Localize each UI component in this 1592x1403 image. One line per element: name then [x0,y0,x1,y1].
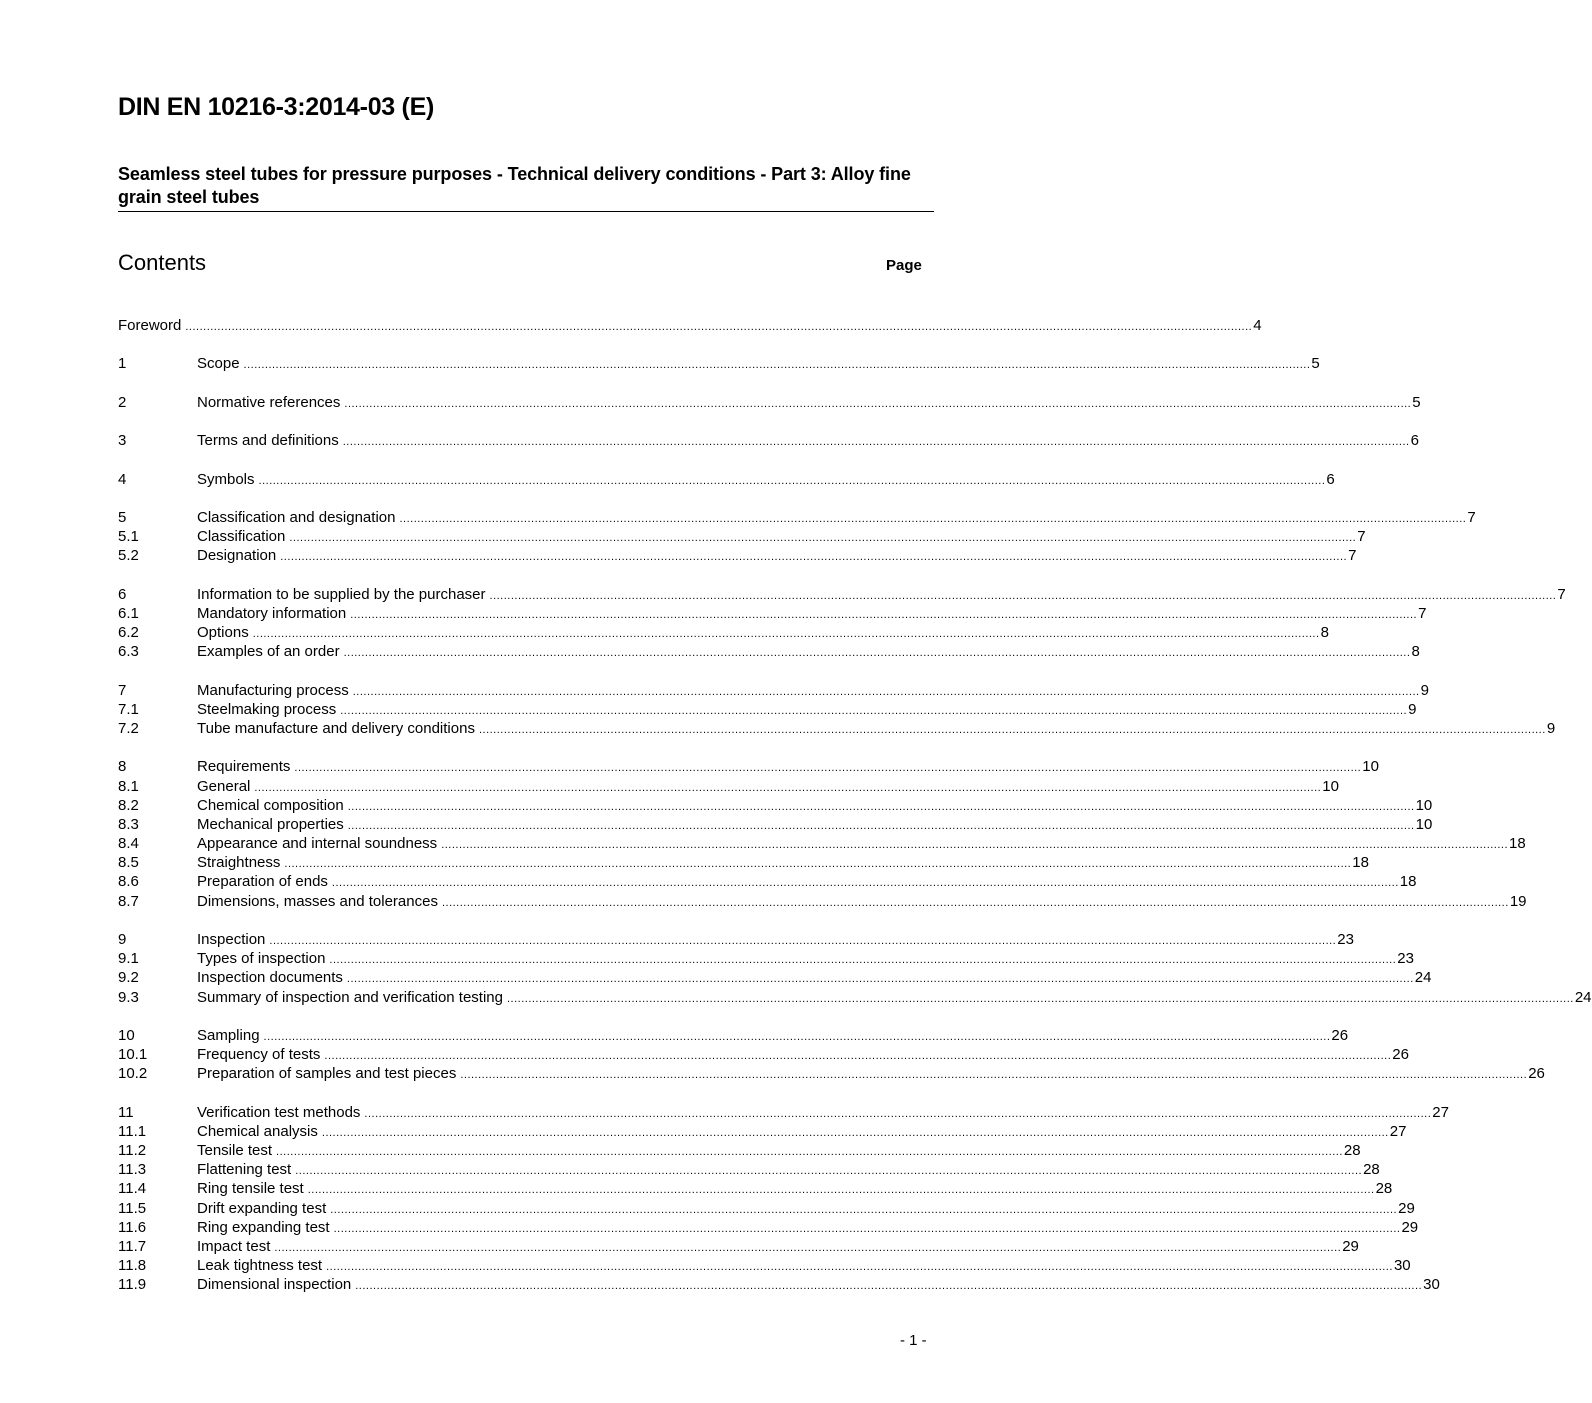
toc-entry-number: 5.2 [118,547,139,565]
toc-entry-page: 8 [1411,643,1420,661]
toc-entry-number: 9.3 [118,988,139,1006]
toc-entry-number: 11.9 [118,1276,147,1294]
toc-entry[interactable] [118,508,1476,527]
toc-entry-page: 9 [1420,681,1429,699]
toc-dot-leader: ............................................................................................................................................................................................................................................................................................................ [321,1126,1389,1139]
toc-entry-title: Tube manufacture and delivery conditions [197,719,475,737]
toc-entry-number: 11.3 [118,1161,147,1179]
toc-entry-title: Impact test [197,1238,271,1255]
toc-entry[interactable] [118,1160,1380,1179]
toc-entry-title: Inspection documents [197,969,343,987]
toc-entry[interactable] [118,834,1526,853]
toc-dot-leader: ............................................................................................................................................................................................................................................................................................................ [331,877,1399,890]
toc-dot-leader: ............................................................................................................................................................................................................................................................................................................ [252,628,1320,640]
toc-entry-number: 7.2 [118,719,139,737]
toc-entry-number: 11.8 [118,1257,147,1275]
toc-entry-title: Steelmaking process [197,700,337,718]
toc-dot-leader: ............................................................................................................................................................................................................................................................................................................ [342,436,1410,449]
document-id: DIN EN 10216-3:2014-03 (E) [118,93,434,121]
toc-entry-page: 24 [1414,969,1432,987]
footer-page-number: - 1 - [900,1332,927,1349]
toc-entry-page: 29 [1401,1218,1419,1236]
toc-dot-leader: ............................................................................................................................................................................................................................................................................................................ [280,551,1348,564]
toc-entry-title: Dimensions, masses and tolerances [197,892,438,910]
toc-entry-number: 2 [118,393,127,411]
toc-dot-leader: ............................................................................................................................................................................................................................................................................................................ [185,321,1253,333]
toc-entry-page: 10 [1415,815,1433,833]
toc-entry[interactable] [118,853,1369,872]
toc-entry-number: 8 [118,758,127,776]
toc-entry-number: 11 [118,1103,134,1121]
toc-entry[interactable] [118,757,1379,776]
toc-dot-leader: ............................................................................................................................................................................................................................................................................................................ [333,1222,1401,1235]
toc-entry[interactable] [118,1103,1449,1122]
toc-entry-title: Mechanical properties [197,815,344,833]
toc-entry-page: 27 [1389,1122,1407,1140]
toc-entry[interactable] [118,604,1427,623]
toc-entry-number: 11.6 [118,1218,147,1236]
toc-dot-leader: ............................................................................................................................................................................................................................................................................................................ [243,359,1311,372]
toc-entry-title: Options [197,624,249,641]
toc-entry-title: Verification test methods [197,1103,361,1121]
toc-entry[interactable] [118,527,1366,546]
toc-dot-leader: ............................................................................................................................................................................................................................................................................................................ [258,474,1326,487]
toc-entry-title: Flattening test [197,1161,292,1179]
toc-entry-title: Preparation of samples and test pieces [197,1065,457,1083]
toc-entry-title: Straightness [197,854,281,872]
toc-entry-page: 30 [1423,1276,1440,1294]
toc-entry-number: 6 [118,585,127,603]
toc-entry-title: Appearance and internal soundness [197,835,438,853]
toc-entry-page: 27 [1432,1103,1449,1121]
toc-entry-page: 7 [1348,547,1357,565]
toc-dot-leader: ............................................................................................................................................................................................................................................................................................................ [355,1280,1423,1293]
toc-entry-title: Examples of an order [197,643,340,661]
toc-entry[interactable] [118,1199,1415,1218]
toc-entry-title: Requirements [197,758,291,776]
toc-entry-page: 18 [1509,835,1526,853]
toc-entry[interactable] [118,1275,1440,1294]
toc-group [118,431,1419,450]
toc-entry-page: 30 [1393,1257,1411,1275]
toc-entry-page: 23 [1397,950,1414,968]
toc-entry-title: Designation [197,547,277,565]
toc-entry-title: Inspection [197,931,266,948]
toc-entry[interactable] [118,470,1335,489]
toc-entry-title: Terms and definitions [197,432,339,450]
toc-entry-number: 8.4 [118,835,139,853]
toc-dot-leader: ............................................................................................................................................................................................................................................................................................................ [330,1203,1398,1216]
toc-entry[interactable] [118,681,1429,700]
toc-entry[interactable] [118,642,1420,661]
toc-entry-title: Normative references [197,393,341,411]
toc-entry-title: Classification [197,528,286,546]
toc-entry-number: 11.2 [118,1142,147,1160]
toc-entry-title: Summary of inspection and verification testing [197,988,503,1006]
toc-group [118,1026,1545,1084]
toc-entry[interactable] [118,719,1556,738]
toc-entry[interactable] [118,815,1433,834]
toc-entry-number: 9.2 [118,969,139,987]
toc-dot-leader: ............................................................................................................................................................................................................................................................................................................ [399,512,1467,525]
toc-entry-page: 26 [1528,1065,1545,1083]
toc-entry[interactable] [118,623,1329,642]
toc-entry-page: 28 [1363,1161,1380,1179]
toc-entry[interactable] [118,988,1592,1007]
table-of-contents [118,316,1592,1314]
toc-entry-page: 26 [1331,1026,1349,1044]
toc-entry-title: Ring tensile test [197,1180,304,1198]
toc-entry-page: 7 [1557,585,1566,603]
toc-entry-number: 10.2 [118,1065,148,1083]
toc-dot-leader: ............................................................................................................................................................................................................................................................................................................ [307,1184,1375,1197]
toc-entry[interactable] [118,546,1357,565]
toc-entry-title: Leak tightness test [197,1257,323,1275]
toc-entry[interactable] [118,892,1527,911]
toc-group [118,681,1556,739]
toc-entry-number: 11.5 [118,1199,147,1217]
toc-entry[interactable] [118,872,1417,891]
toc-entry[interactable] [118,968,1432,987]
toc-entry-number: 5.1 [118,528,139,546]
toc-entry-number: 6.3 [118,643,139,661]
toc-entry-page: 7 [1467,508,1476,526]
toc-entry-page: 23 [1337,931,1354,948]
toc-group [118,757,1527,911]
toc-entry-page: 8 [1320,624,1329,641]
toc-entry[interactable] [118,1237,1359,1256]
toc-dot-leader: ............................................................................................................................................................................................................................................................................................................ [343,647,1411,660]
toc-entry[interactable] [118,1218,1419,1237]
toc-entry[interactable] [118,431,1419,450]
toc-entry[interactable] [118,930,1354,949]
toc-entry-number: 7.1 [118,700,139,718]
page-column-label: Page [886,257,922,274]
toc-entry-page: 5 [1311,355,1320,373]
toc-entry-title: Mandatory information [197,604,347,622]
toc-dot-leader: ............................................................................................................................................................................................................................................................................................................ [274,1242,1342,1254]
toc-dot-leader: ............................................................................................................................................................................................................................................................................................................ [329,954,1397,967]
toc-entry-number: 4 [118,470,127,488]
toc-dot-leader: ............................................................................................................................................................................................................................................................................................................ [489,589,1557,602]
toc-entry-title: Classification and designation [197,508,396,526]
toc-entry-page: 29 [1398,1199,1415,1217]
toc-entry-number: 6.1 [118,604,139,622]
toc-entry-title: Frequency of tests [197,1046,321,1064]
toc-entry-page: 24 [1574,988,1592,1006]
toc-entry-title: Dimensional inspection [197,1276,352,1294]
contents-heading: Contents [118,250,207,275]
toc-entry-page: 10 [1322,777,1339,795]
toc-entry-page: 4 [1253,317,1262,334]
toc-dot-leader: ............................................................................................................................................................................................................................................................................................................ [263,1030,1331,1043]
toc-entry-page: 10 [1362,758,1379,776]
toc-entry-title: Preparation of ends [197,873,328,891]
toc-group [118,508,1476,566]
toc-entry-number: 8.7 [118,892,139,910]
toc-entry-number: 9 [118,931,127,948]
toc-entry-page: 7 [1418,604,1427,622]
toc-entry-page: 26 [1392,1046,1409,1064]
toc-group [118,354,1320,373]
toc-dot-leader: ............................................................................................................................................................................................................................................................................................................ [350,608,1418,621]
toc-entry-title: Chemical analysis [197,1122,318,1140]
toc-entry-title: General [197,777,251,795]
toc-entry-title: Scope [197,355,240,373]
toc-entry-number: 8.3 [118,815,139,833]
toc-entry-number: 10 [118,1026,135,1044]
toc-dot-leader: ............................................................................................................................................................................................................................................................................................................ [352,685,1420,698]
toc-group [118,585,1566,662]
toc-entry[interactable] [118,1064,1545,1083]
toc-dot-leader: ............................................................................................................................................................................................................................................................................................................ [294,762,1362,775]
toc-entry-title: Ring expanding test [197,1218,330,1236]
toc-entry-number: 5 [118,508,127,526]
toc-entry-page: 10 [1415,796,1433,814]
toc-dot-leader: ............................................................................................................................................................................................................................................................................................................ [276,1146,1343,1159]
toc-dot-leader: ............................................................................................................................................................................................................................................................................................................ [460,1069,1528,1082]
toc-entry-title: Tensile test [197,1142,273,1160]
toc-dot-leader: ............................................................................................................................................................................................................................................................................................................ [441,839,1509,852]
toc-dot-leader: ............................................................................................................................................................................................................................................................................................................ [340,704,1408,717]
toc-entry-page: 9 [1546,719,1556,737]
toc-entry-number: 1 [118,355,127,373]
toc-entry[interactable] [118,1179,1393,1198]
toc-entry-title: Types of inspection [197,950,326,968]
toc-entry[interactable] [118,585,1566,604]
toc-entry-page: 5 [1412,393,1421,411]
toc-entry-page: 19 [1509,892,1527,910]
toc-dot-leader: ............................................................................................................................................................................................................................................................................................................ [324,1050,1392,1063]
toc-dot-leader: ............................................................................................................................................................................................................................................................................................................ [364,1107,1432,1120]
toc-entry[interactable] [118,1045,1409,1064]
toc-entry-title: Symbols [197,470,255,488]
toc-entry[interactable] [118,777,1339,796]
toc-entry-title: Information to be supplied by the purchaser [197,585,486,603]
toc-entry-number: 11.1 [118,1122,147,1140]
toc-entry-number: 9.1 [118,950,139,968]
toc-entry-title: Foreword [118,317,182,334]
toc-entry-title: Manufacturing process [197,681,349,699]
toc-entry-number: 8.1 [118,777,139,795]
toc-entry-number: 8.5 [118,854,139,872]
toc-entry-title: Chemical composition [197,796,344,814]
toc-dot-leader: ............................................................................................................................................................................................................................................................................................................ [284,858,1352,871]
toc-entry-page: 29 [1342,1238,1359,1255]
toc-dot-leader: ............................................................................................................................................................................................................................................................................................................ [506,992,1574,1005]
toc-entry[interactable] [118,316,1262,335]
toc-entry[interactable] [118,700,1417,719]
toc-dot-leader: ............................................................................................................................................................................................................................................................................................................ [289,532,1357,545]
toc-entry-page: 7 [1357,528,1366,546]
toc-entry-number: 10.1 [118,1046,148,1064]
toc-entry-number: 11.4 [118,1180,147,1198]
toc-entry-page: 18 [1352,854,1369,872]
toc-group [118,470,1335,489]
toc-entry[interactable] [118,1026,1349,1045]
toc-dot-leader: ............................................................................................................................................................................................................................................................................................................ [269,935,1337,947]
toc-entry-page: 9 [1408,700,1417,718]
toc-entry-number: 3 [118,432,127,450]
toc-group [118,1103,1449,1295]
toc-entry-number: 8.6 [118,873,139,891]
toc-entry-page: 6 [1326,470,1335,488]
toc-entry-number: 11.7 [118,1238,147,1255]
toc-entry[interactable] [118,354,1320,373]
toc-entry[interactable] [118,1256,1411,1275]
toc-dot-leader: ............................................................................................................................................................................................................................................................................................................ [344,397,1412,410]
toc-entry-page: 18 [1399,873,1417,891]
toc-entry-page: 28 [1375,1180,1393,1198]
toc-group [118,316,1262,335]
toc-dot-leader: ............................................................................................................................................................................................................................................................................................................ [254,781,1322,794]
toc-entry-number: 8.2 [118,796,139,814]
toc-entry[interactable] [118,1141,1361,1160]
toc-entry[interactable] [118,393,1421,412]
toc-entry-title: Drift expanding test [197,1199,327,1217]
toc-dot-leader: ............................................................................................................................................................................................................................................................................................................ [326,1261,1393,1274]
toc-entry-page: 6 [1410,432,1419,450]
toc-entry-title: Sampling [197,1026,260,1044]
toc-entry-page: 28 [1343,1142,1361,1160]
toc-entry[interactable] [118,1122,1407,1141]
document-title: Seamless steel tubes for pressure purposes - Technical delivery conditions - Part 3: Alloy fine grain steel tubes [118,163,934,212]
toc-entry-number: 7 [118,681,127,699]
toc-entry[interactable] [118,796,1433,815]
toc-group [118,393,1421,412]
toc-dot-leader: ............................................................................................................................................................................................................................................................................................................ [346,973,1414,986]
toc-dot-leader: ............................................................................................................................................................................................................................................................................................................ [347,800,1415,813]
toc-group [118,930,1592,1007]
toc-entry-number: 6.2 [118,624,139,641]
toc-dot-leader: ............................................................................................................................................................................................................................................................................................................ [478,723,1546,736]
toc-dot-leader: ............................................................................................................................................................................................................................................................................................................ [441,896,1509,909]
toc-entry[interactable] [118,949,1414,968]
toc-dot-leader: ............................................................................................................................................................................................................................................................................................................ [295,1165,1363,1178]
toc-dot-leader: ............................................................................................................................................................................................................................................................................................................ [347,819,1415,832]
